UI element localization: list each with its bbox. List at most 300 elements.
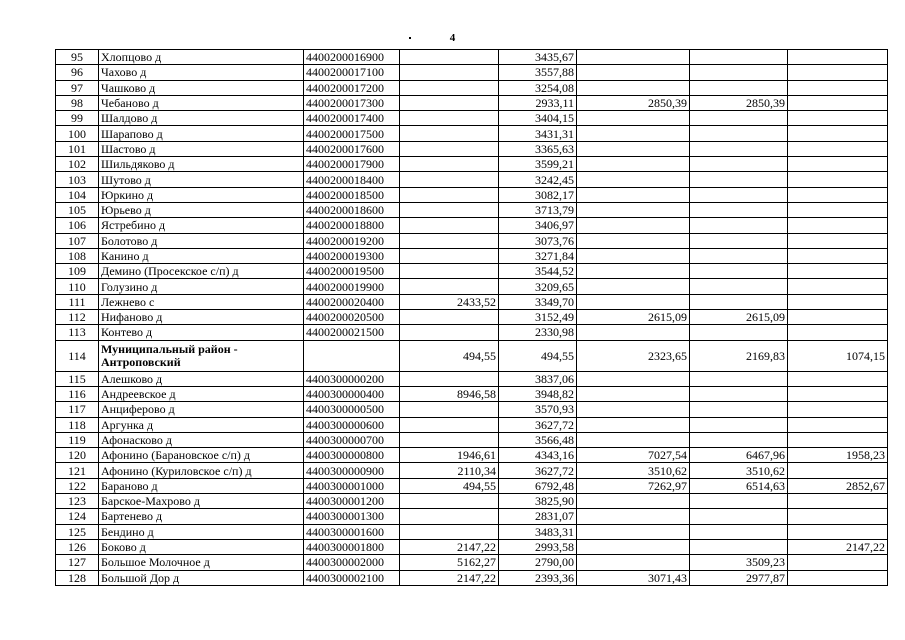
row-number: 98 xyxy=(56,95,99,110)
value-col-4 xyxy=(690,264,788,279)
value-col-5 xyxy=(788,187,888,202)
value-col-1 xyxy=(400,279,499,294)
settlement-code: 4400200018400 xyxy=(304,172,400,187)
settlement-name: Бараново д xyxy=(99,478,304,493)
value-col-3: 2323,65 xyxy=(577,340,690,371)
settlement-code: 4400200017600 xyxy=(304,141,400,156)
row-number: 100 xyxy=(56,126,99,141)
settlement-name: Барское-Махрово д xyxy=(99,494,304,509)
value-col-3 xyxy=(577,172,690,187)
value-col-3 xyxy=(577,187,690,202)
value-col-2: 3349,70 xyxy=(499,294,577,309)
settlement-code: 4400300000900 xyxy=(304,463,400,478)
value-col-3 xyxy=(577,294,690,309)
value-col-2: 3406,97 xyxy=(499,218,577,233)
settlement-code: 4400200018600 xyxy=(304,202,400,217)
value-col-4 xyxy=(690,509,788,524)
value-col-2: 2393,36 xyxy=(499,570,577,585)
settlement-name: Хлопцово д xyxy=(99,50,304,65)
settlement-name: Большой Дор д xyxy=(99,570,304,585)
value-col-5 xyxy=(788,570,888,585)
value-col-3 xyxy=(577,494,690,509)
row-number: 124 xyxy=(56,509,99,524)
value-col-5 xyxy=(788,141,888,156)
value-col-2: 3209,65 xyxy=(499,279,577,294)
settlement-name: Шильдяково д xyxy=(99,157,304,172)
table-row xyxy=(56,539,888,554)
value-col-1 xyxy=(400,233,499,248)
value-col-4 xyxy=(690,233,788,248)
settlement-name: Афонино (Куриловское с/п) д xyxy=(99,463,304,478)
value-col-3 xyxy=(577,402,690,417)
row-number: 114 xyxy=(56,340,99,371)
table-row xyxy=(56,202,888,217)
settlement-name: Шалдово д xyxy=(99,111,304,126)
table-row xyxy=(56,111,888,126)
registry-table xyxy=(55,49,888,586)
value-col-5 xyxy=(788,218,888,233)
settlement-code: 4400200017500 xyxy=(304,126,400,141)
row-number: 125 xyxy=(56,524,99,539)
row-number: 106 xyxy=(56,218,99,233)
row-number: 112 xyxy=(56,310,99,325)
value-col-5 xyxy=(788,417,888,432)
table-row xyxy=(56,279,888,294)
value-col-2: 3837,06 xyxy=(499,371,577,386)
value-col-1 xyxy=(400,509,499,524)
settlement-name: Шастово д xyxy=(99,141,304,156)
settlement-code: 4400300000400 xyxy=(304,386,400,401)
value-col-5: 1958,23 xyxy=(788,448,888,463)
row-number: 113 xyxy=(56,325,99,340)
value-col-2: 3627,72 xyxy=(499,463,577,478)
table-row xyxy=(56,386,888,401)
value-col-3: 7027,54 xyxy=(577,448,690,463)
settlement-code: 4400300002100 xyxy=(304,570,400,585)
value-col-2: 3435,67 xyxy=(499,50,577,65)
table-row xyxy=(56,187,888,202)
table-row xyxy=(56,264,888,279)
value-col-3 xyxy=(577,50,690,65)
settlement-name: Нифаново д xyxy=(99,310,304,325)
value-col-5 xyxy=(788,494,888,509)
settlement-code: 4400200017300 xyxy=(304,95,400,110)
value-col-4 xyxy=(690,417,788,432)
value-col-4: 2850,39 xyxy=(690,95,788,110)
value-col-1: 494,55 xyxy=(400,478,499,493)
row-number: 117 xyxy=(56,402,99,417)
value-col-2: 2330,98 xyxy=(499,325,577,340)
settlement-code: 4400200019900 xyxy=(304,279,400,294)
value-col-1 xyxy=(400,264,499,279)
value-col-2: 2790,00 xyxy=(499,555,577,570)
value-col-5 xyxy=(788,248,888,263)
value-col-1 xyxy=(400,218,499,233)
settlement-name: Алешково д xyxy=(99,371,304,386)
scan-dot xyxy=(409,37,411,39)
value-col-1 xyxy=(400,432,499,447)
value-col-2: 3082,17 xyxy=(499,187,577,202)
value-col-1 xyxy=(400,248,499,263)
settlement-code: 4400200020400 xyxy=(304,294,400,309)
value-col-5: 1074,15 xyxy=(788,340,888,371)
settlement-name: Шутово д xyxy=(99,172,304,187)
value-col-3: 2615,09 xyxy=(577,310,690,325)
row-number: 126 xyxy=(56,539,99,554)
value-col-4 xyxy=(690,402,788,417)
value-col-1: 5162,27 xyxy=(400,555,499,570)
table-row xyxy=(56,570,888,585)
table-row xyxy=(56,157,888,172)
settlement-name: Боково д xyxy=(99,539,304,554)
table-row xyxy=(56,463,888,478)
table-row xyxy=(56,50,888,65)
row-number: 107 xyxy=(56,233,99,248)
settlement-name: Канино д xyxy=(99,248,304,263)
settlement-name: Бартенево д xyxy=(99,509,304,524)
value-col-1 xyxy=(400,50,499,65)
value-col-3: 3071,43 xyxy=(577,570,690,585)
value-col-4: 2615,09 xyxy=(690,310,788,325)
settlement-name: Муниципальный район - Антроповский xyxy=(99,340,304,371)
settlement-name: Большое Молочное д xyxy=(99,555,304,570)
table-row xyxy=(56,494,888,509)
value-col-2: 3599,21 xyxy=(499,157,577,172)
value-col-2: 3570,93 xyxy=(499,402,577,417)
settlement-code: 4400300001200 xyxy=(304,494,400,509)
value-col-4: 2169,83 xyxy=(690,340,788,371)
value-col-4 xyxy=(690,126,788,141)
value-col-4 xyxy=(690,141,788,156)
value-col-5 xyxy=(788,202,888,217)
value-col-2: 3713,79 xyxy=(499,202,577,217)
settlement-code: 4400300001300 xyxy=(304,509,400,524)
value-col-2: 4343,16 xyxy=(499,448,577,463)
value-col-3 xyxy=(577,279,690,294)
value-col-3 xyxy=(577,65,690,80)
settlement-name: Ястребино д xyxy=(99,218,304,233)
settlement-code: 4400200017900 xyxy=(304,157,400,172)
settlement-name: Чашково д xyxy=(99,80,304,95)
row-number: 115 xyxy=(56,371,99,386)
settlement-code: 4400300000600 xyxy=(304,417,400,432)
value-col-1 xyxy=(400,417,499,432)
settlement-code: 4400300000700 xyxy=(304,432,400,447)
value-col-5 xyxy=(788,509,888,524)
row-number: 99 xyxy=(56,111,99,126)
value-col-3 xyxy=(577,371,690,386)
settlement-code: 4400200017100 xyxy=(304,65,400,80)
value-col-3 xyxy=(577,555,690,570)
settlement-name: Лежнево с xyxy=(99,294,304,309)
settlement-name: Бендино д xyxy=(99,524,304,539)
value-col-5 xyxy=(788,279,888,294)
value-col-3 xyxy=(577,202,690,217)
settlement-code: 4400300000800 xyxy=(304,448,400,463)
value-col-5 xyxy=(788,432,888,447)
value-col-4 xyxy=(690,279,788,294)
settlement-name: Шарапово д xyxy=(99,126,304,141)
value-col-3 xyxy=(577,126,690,141)
value-col-1 xyxy=(400,157,499,172)
value-col-2: 3242,45 xyxy=(499,172,577,187)
value-col-1 xyxy=(400,494,499,509)
value-col-5 xyxy=(788,95,888,110)
table-row xyxy=(56,340,888,371)
value-col-2: 2933,11 xyxy=(499,95,577,110)
value-col-3 xyxy=(577,509,690,524)
value-col-3 xyxy=(577,325,690,340)
settlement-code: 4400200018500 xyxy=(304,187,400,202)
value-col-5 xyxy=(788,80,888,95)
value-col-4 xyxy=(690,187,788,202)
row-number: 111 xyxy=(56,294,99,309)
table-row xyxy=(56,448,888,463)
value-col-3: 3510,62 xyxy=(577,463,690,478)
value-col-3 xyxy=(577,432,690,447)
value-col-2: 3073,76 xyxy=(499,233,577,248)
settlement-name: Голузино д xyxy=(99,279,304,294)
settlement-code: 4400200019300 xyxy=(304,248,400,263)
settlement-code: 4400200017200 xyxy=(304,80,400,95)
value-col-1: 494,55 xyxy=(400,340,499,371)
table-row xyxy=(56,172,888,187)
value-col-4: 6467,96 xyxy=(690,448,788,463)
row-number: 109 xyxy=(56,264,99,279)
settlement-code: 4400300001600 xyxy=(304,524,400,539)
row-number: 102 xyxy=(56,157,99,172)
value-col-4 xyxy=(690,248,788,263)
settlement-name: Андреевское д xyxy=(99,386,304,401)
settlement-name: Демино (Просекское с/п) д xyxy=(99,264,304,279)
settlement-code: 4400300000500 xyxy=(304,402,400,417)
table-row xyxy=(56,310,888,325)
value-col-1 xyxy=(400,187,499,202)
value-col-1: 1946,61 xyxy=(400,448,499,463)
value-col-4: 6514,63 xyxy=(690,478,788,493)
value-col-1 xyxy=(400,172,499,187)
value-col-2: 3271,84 xyxy=(499,248,577,263)
value-col-4 xyxy=(690,386,788,401)
value-col-1 xyxy=(400,80,499,95)
settlement-code: 4400300000200 xyxy=(304,371,400,386)
settlement-code: 4400300002000 xyxy=(304,555,400,570)
row-number: 110 xyxy=(56,279,99,294)
value-col-2: 494,55 xyxy=(499,340,577,371)
value-col-1 xyxy=(400,141,499,156)
value-col-5 xyxy=(788,157,888,172)
value-col-4 xyxy=(690,218,788,233)
value-col-5 xyxy=(788,524,888,539)
value-col-3 xyxy=(577,248,690,263)
value-col-3 xyxy=(577,386,690,401)
table-row xyxy=(56,432,888,447)
value-col-2: 3152,49 xyxy=(499,310,577,325)
table-row xyxy=(56,325,888,340)
value-col-1 xyxy=(400,371,499,386)
settlement-code: 4400200019200 xyxy=(304,233,400,248)
table-row xyxy=(56,371,888,386)
value-col-1 xyxy=(400,402,499,417)
value-col-2: 3566,48 xyxy=(499,432,577,447)
table-row xyxy=(56,218,888,233)
value-col-3 xyxy=(577,417,690,432)
table-row xyxy=(56,417,888,432)
value-col-4 xyxy=(690,111,788,126)
value-col-2: 3483,31 xyxy=(499,524,577,539)
table-row xyxy=(56,294,888,309)
value-col-5 xyxy=(788,172,888,187)
table-row xyxy=(56,65,888,80)
value-col-3 xyxy=(577,539,690,554)
value-col-2: 2831,07 xyxy=(499,509,577,524)
row-number: 105 xyxy=(56,202,99,217)
value-col-5 xyxy=(788,402,888,417)
value-col-3: 2850,39 xyxy=(577,95,690,110)
settlement-code: 4400200018800 xyxy=(304,218,400,233)
row-number: 104 xyxy=(56,187,99,202)
value-col-1: 2147,22 xyxy=(400,539,499,554)
row-number: 119 xyxy=(56,432,99,447)
value-col-3 xyxy=(577,233,690,248)
settlement-name: Чахово д xyxy=(99,65,304,80)
value-col-5 xyxy=(788,371,888,386)
value-col-3: 7262,97 xyxy=(577,478,690,493)
value-col-4 xyxy=(690,371,788,386)
value-col-2: 3544,52 xyxy=(499,264,577,279)
row-number: 123 xyxy=(56,494,99,509)
row-number: 116 xyxy=(56,386,99,401)
value-col-1: 2110,34 xyxy=(400,463,499,478)
value-col-1 xyxy=(400,202,499,217)
row-number: 108 xyxy=(56,248,99,263)
value-col-4 xyxy=(690,294,788,309)
value-col-1 xyxy=(400,310,499,325)
value-col-2: 3557,88 xyxy=(499,65,577,80)
table-row xyxy=(56,555,888,570)
value-col-5 xyxy=(788,233,888,248)
value-col-4 xyxy=(690,172,788,187)
value-col-4 xyxy=(690,494,788,509)
value-col-1 xyxy=(400,126,499,141)
settlement-name: Афонасково д xyxy=(99,432,304,447)
settlement-code: 4400200020500 xyxy=(304,310,400,325)
value-col-5 xyxy=(788,50,888,65)
value-col-5 xyxy=(788,386,888,401)
value-col-2: 3404,15 xyxy=(499,111,577,126)
value-col-3 xyxy=(577,141,690,156)
value-col-3 xyxy=(577,80,690,95)
table-row xyxy=(56,95,888,110)
row-number: 101 xyxy=(56,141,99,156)
value-col-1 xyxy=(400,325,499,340)
value-col-4 xyxy=(690,202,788,217)
value-col-5 xyxy=(788,310,888,325)
value-col-2: 3431,31 xyxy=(499,126,577,141)
table-row xyxy=(56,402,888,417)
settlement-name: Юркино д xyxy=(99,187,304,202)
value-col-2: 3365,63 xyxy=(499,141,577,156)
settlement-code: 4400200016900 xyxy=(304,50,400,65)
table-row xyxy=(56,248,888,263)
settlement-code: 4400200021500 xyxy=(304,325,400,340)
settlement-name: Афонино (Барановское с/п) д xyxy=(99,448,304,463)
settlement-code: 4400300001000 xyxy=(304,478,400,493)
settlement-code: 4400200019500 xyxy=(304,264,400,279)
value-col-4: 2977,87 xyxy=(690,570,788,585)
value-col-5 xyxy=(788,294,888,309)
table-row xyxy=(56,524,888,539)
row-number: 118 xyxy=(56,417,99,432)
value-col-3 xyxy=(577,111,690,126)
table-row xyxy=(56,126,888,141)
settlement-code: 4400200017400 xyxy=(304,111,400,126)
settlement-name: Анциферово д xyxy=(99,402,304,417)
row-number: 122 xyxy=(56,478,99,493)
value-col-5 xyxy=(788,555,888,570)
row-number: 121 xyxy=(56,463,99,478)
value-col-2: 3254,08 xyxy=(499,80,577,95)
row-number: 95 xyxy=(56,50,99,65)
value-col-4 xyxy=(690,80,788,95)
value-col-5 xyxy=(788,325,888,340)
value-col-3 xyxy=(577,157,690,172)
value-col-2: 6792,48 xyxy=(499,478,577,493)
value-col-3 xyxy=(577,264,690,279)
value-col-4: 3510,62 xyxy=(690,463,788,478)
table-row xyxy=(56,509,888,524)
value-col-4: 3509,23 xyxy=(690,555,788,570)
page-number: 4 xyxy=(449,32,456,44)
value-col-5: 2147,22 xyxy=(788,539,888,554)
settlement-name: Контево д xyxy=(99,325,304,340)
settlement-name: Аргунка д xyxy=(99,417,304,432)
value-col-1 xyxy=(400,95,499,110)
value-col-1: 2147,22 xyxy=(400,570,499,585)
value-col-5 xyxy=(788,264,888,279)
value-col-5 xyxy=(788,463,888,478)
settlement-name: Чебаново д xyxy=(99,95,304,110)
value-col-2: 3948,82 xyxy=(499,386,577,401)
value-col-3 xyxy=(577,524,690,539)
table-row xyxy=(56,80,888,95)
row-number: 128 xyxy=(56,570,99,585)
table-row xyxy=(56,141,888,156)
row-number: 96 xyxy=(56,65,99,80)
value-col-4 xyxy=(690,432,788,447)
value-col-4 xyxy=(690,65,788,80)
settlement-code xyxy=(304,340,400,371)
value-col-2: 2993,58 xyxy=(499,539,577,554)
value-col-4 xyxy=(690,50,788,65)
row-number: 97 xyxy=(56,80,99,95)
settlement-name: Болотово д xyxy=(99,233,304,248)
value-col-3 xyxy=(577,218,690,233)
settlement-name: Юрьево д xyxy=(99,202,304,217)
row-number: 103 xyxy=(56,172,99,187)
value-col-4 xyxy=(690,539,788,554)
row-number: 120 xyxy=(56,448,99,463)
value-col-5 xyxy=(788,111,888,126)
value-col-5 xyxy=(788,126,888,141)
value-col-1: 2433,52 xyxy=(400,294,499,309)
value-col-1: 8946,58 xyxy=(400,386,499,401)
settlement-code: 4400300001800 xyxy=(304,539,400,554)
value-col-1 xyxy=(400,524,499,539)
value-col-2: 3825,90 xyxy=(499,494,577,509)
value-col-4 xyxy=(690,524,788,539)
value-col-1 xyxy=(400,65,499,80)
